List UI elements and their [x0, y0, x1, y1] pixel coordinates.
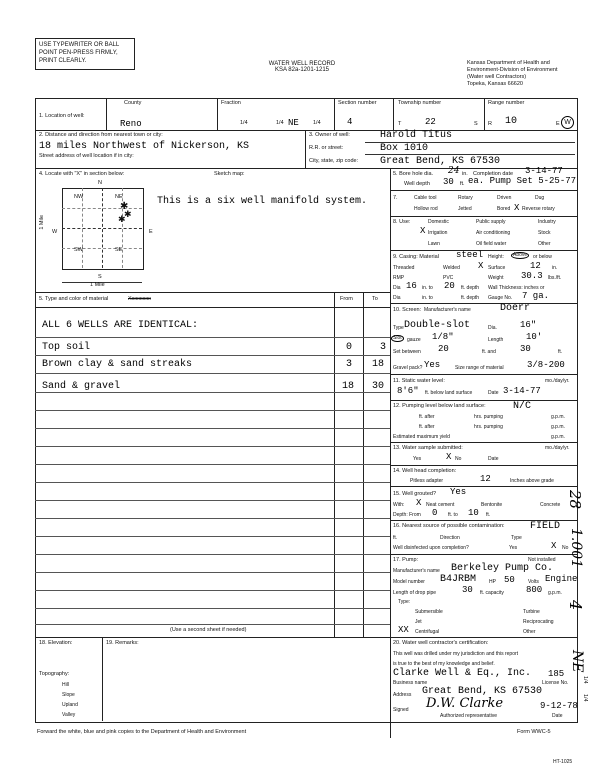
pump-engine: Engine [545, 574, 578, 584]
owner-name: Harold Titus [380, 130, 453, 141]
static-date: 3-14-77 [503, 386, 541, 396]
gravel-size: 3/8-200 [527, 360, 565, 370]
pump-capacity: 800 [526, 585, 543, 595]
margin-note-6: 1/4 [582, 694, 588, 702]
material-row-2: Brown clay & sand streaks [42, 359, 193, 370]
cert-date: 9-12-78 [540, 701, 578, 711]
footer-code: HT-1025 [553, 759, 573, 765]
material-to-2: 18 [372, 359, 385, 370]
grout-to: 10 [468, 508, 479, 518]
material-row-1: Top soil [42, 342, 91, 353]
margin-note-3: 4 [566, 600, 585, 611]
set-from: 20 [438, 344, 449, 354]
casing-dia: 16 [406, 281, 417, 291]
location-label: 1. Location of well: [39, 113, 85, 119]
margin-note-5: 1/4 [582, 676, 588, 684]
screen-mfr: Doerr [500, 303, 531, 314]
distance-value: 18 miles Northwest of Nickerson, KS [39, 141, 250, 152]
range-value: 10 [505, 116, 518, 127]
west-circled: W [561, 116, 574, 129]
owner-street: Box 1010 [380, 143, 429, 154]
well-mark-1: ✱ [120, 201, 129, 212]
screen-dia: 16" [520, 320, 537, 330]
material-to-1: 3 [380, 342, 387, 353]
casing-surface: 12 [530, 261, 541, 271]
well-mark-3: ✱ [118, 214, 126, 224]
material-row-3: Sand & gravel [42, 381, 121, 392]
material-to-3: 30 [372, 381, 385, 392]
sketch-note: This is a six well manifold system. [157, 196, 368, 207]
agency-block: Kansas Department of Health and Environment-Division of Environment (Water well Contractors) Topeka, Kansas 66620 [467, 60, 558, 87]
pump-hp: 50 [504, 575, 515, 585]
pump-model: B4JRBM [440, 574, 477, 585]
grout-from: 0 [432, 508, 438, 518]
business-address: Great Bend, KS 67530 [422, 686, 543, 697]
pumping-level: N/C [513, 401, 532, 412]
well-mark-2: ✱ [124, 209, 132, 219]
pump-mfr: Berkeley Pump Co. [451, 563, 554, 574]
casing-material: steel [456, 250, 484, 260]
gravel-pack: Yes [424, 360, 441, 370]
instruction-text: USE TYPEWRITER OR BALL POINT PEN-PRESS FIRMLY, PRINT CLEARLY. [39, 42, 120, 64]
head-inches: 12 [480, 474, 491, 484]
screen-type: Double-slot [404, 320, 471, 331]
instruction-box [35, 38, 135, 70]
license-no: 185 [548, 669, 565, 679]
well-depth: 30 [443, 177, 454, 187]
material-row-0: ALL 6 WELLS ARE IDENTICAL: [42, 320, 199, 331]
section-value: 4 [347, 117, 353, 127]
quarter-value: NE [288, 118, 299, 128]
casing-weight: 30.3 [521, 271, 543, 281]
screen-slot: 1/8" [432, 332, 454, 342]
owner-city: Great Bend, KS 67530 [380, 156, 501, 167]
casing-gauge: 7 ga. [522, 291, 550, 301]
bore-dia: 24 [448, 166, 460, 176]
township-value: 22 [425, 117, 436, 127]
contam-value: FIELD [530, 521, 561, 532]
screen-length: 10' [526, 332, 543, 342]
margin-note-2: 1.001 [568, 528, 584, 569]
static-level: 8'6" [397, 386, 419, 396]
material-from-2: 3 [346, 359, 353, 370]
material-from-1: 0 [346, 342, 353, 353]
set-to: 30 [520, 344, 531, 354]
material-from-3: 18 [342, 381, 355, 392]
business-name: Clarke Well & Eq., Inc. [393, 668, 532, 679]
county-value: Reno [120, 119, 142, 129]
completion-date: 3-14-77 [525, 166, 563, 176]
footer-note: Forward the white, blue and pink copies to the Department of Health and Environment [37, 729, 247, 735]
form-number: Form WWC-5 [517, 729, 551, 735]
form-title: WATER WELL RECORD KSA 82a-1201-1215 [268, 61, 336, 74]
margin-note-4: NE [569, 650, 585, 673]
signature: D.W. Clarke [426, 696, 504, 711]
pump-set-note: ea. Pump Set 5-25-77 [468, 176, 577, 186]
grouted-value: Yes [450, 487, 467, 497]
drop-pipe: 30 [462, 585, 473, 595]
casing-to: 20 [444, 281, 455, 291]
margin-note-1: 28 [566, 490, 584, 510]
